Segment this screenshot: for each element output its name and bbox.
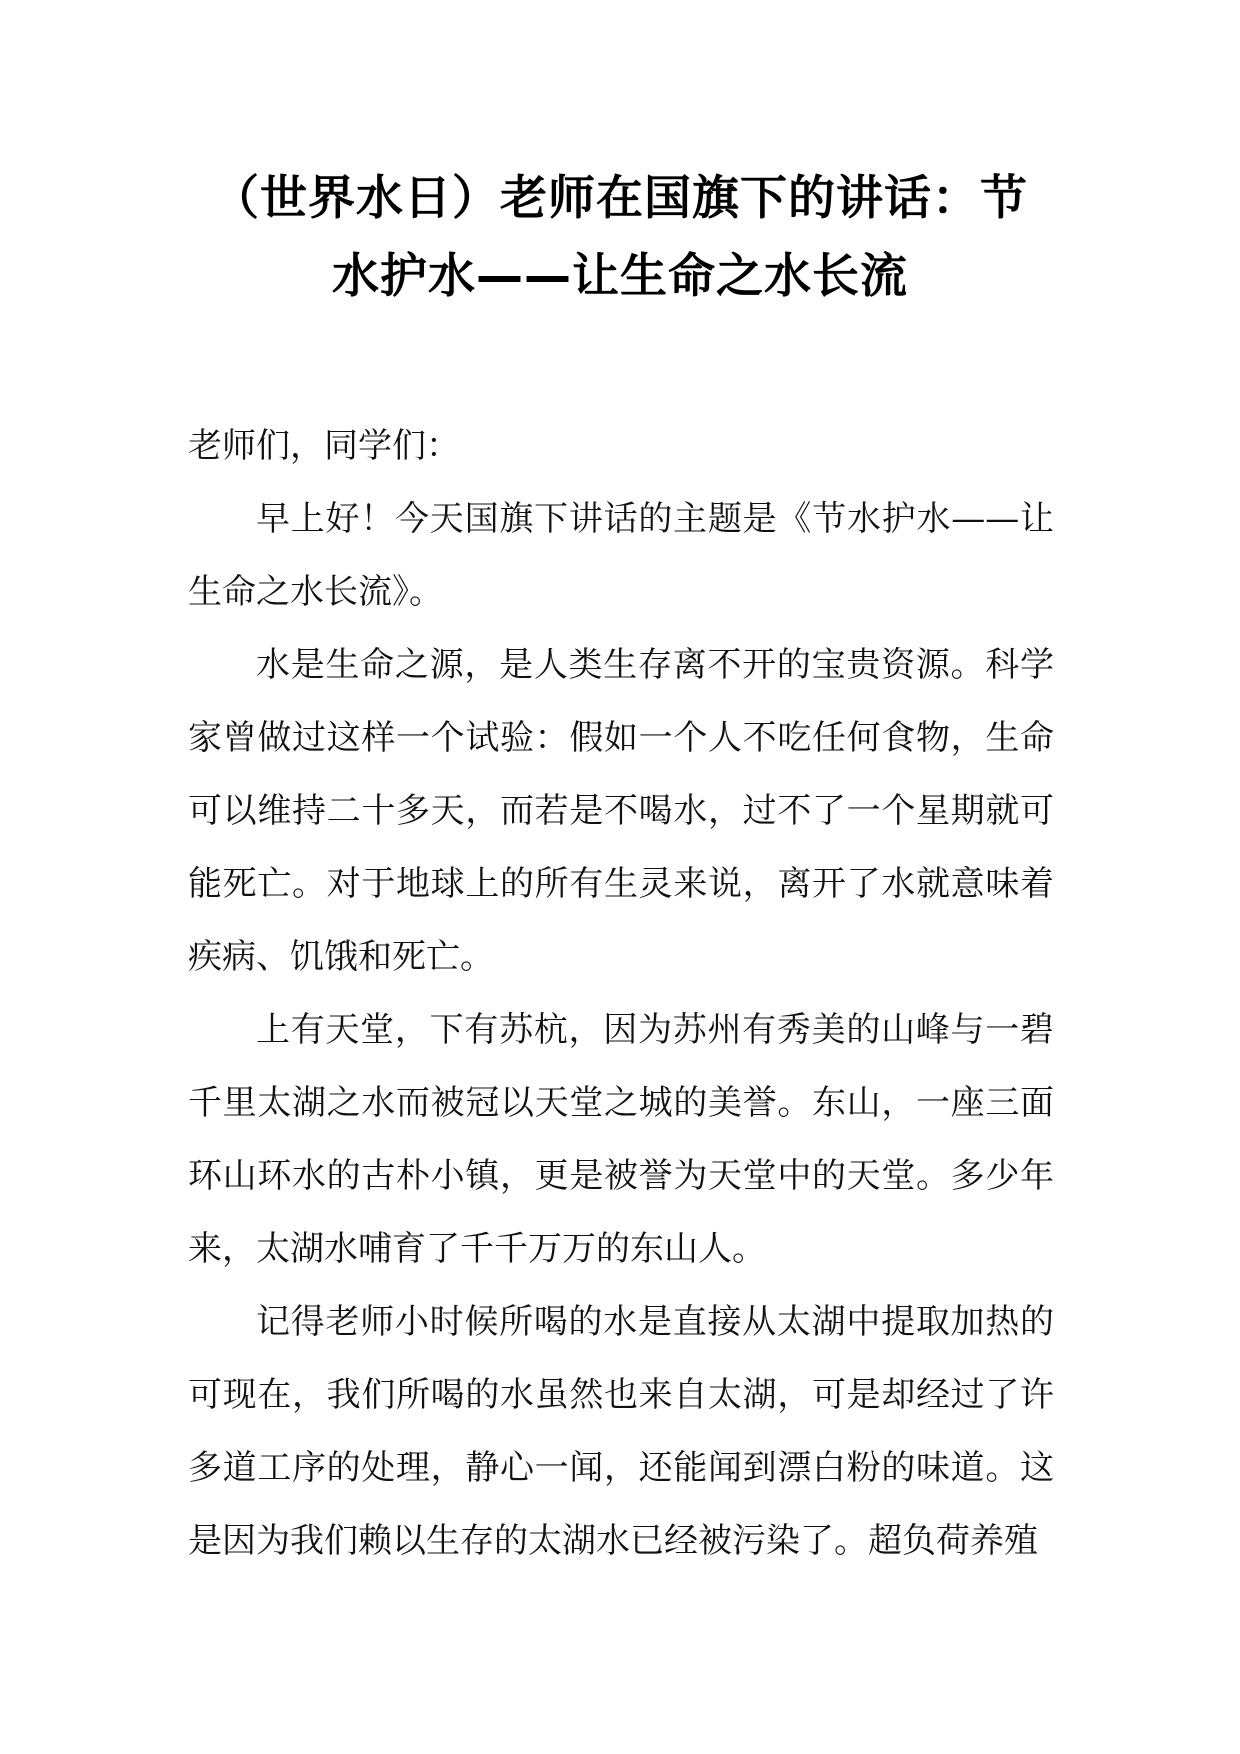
document-title: （世界水日）老师在国旗下的讲话：节水护水——让生命之水长流 — [212, 171, 1028, 304]
document-body — [188, 410, 1054, 1578]
salutation: 老师们，同学们： — [188, 426, 460, 466]
paragraph-water-source-of-life: 水是生命之源，是人类生存离不开的宝贵资源。科学家曾做过这样一个试验：假如一个人不吃任何食物，生命可以维持二十多天，而若是不喝水，过不了一个星期就可能死亡。对于地球上的所有生灵来说，离开了水就意味着疾病、饥饿和死亡。 — [188, 645, 1054, 977]
paragraph-suzhou-taihu: 上有天堂，下有苏杭，因为苏州有秀美的山峰与一碧千里太湖之水而被冠以天堂之城的美誉。东山，一座三面环山环水的古朴小镇，更是被誉为天堂中的天堂。多少年来，太湖水哺育了千千万万的东山人。 — [188, 1010, 1054, 1269]
paragraph-water-pollution: 记得老师小时候所喝的水是直接从太湖中提取加热的可现在，我们所喝的水虽然也来自太湖，可是却经过了许多道工序的处理，静心一闻，还能闻到漂白粉的味道。这是因为我们赖以生存的太湖水已经被污染了。超负荷养殖 — [188, 1302, 1054, 1561]
paragraph-greeting: 早上好！今天国旗下讲话的主题是《节水护水——让生命之水长流》。 — [188, 499, 1054, 612]
